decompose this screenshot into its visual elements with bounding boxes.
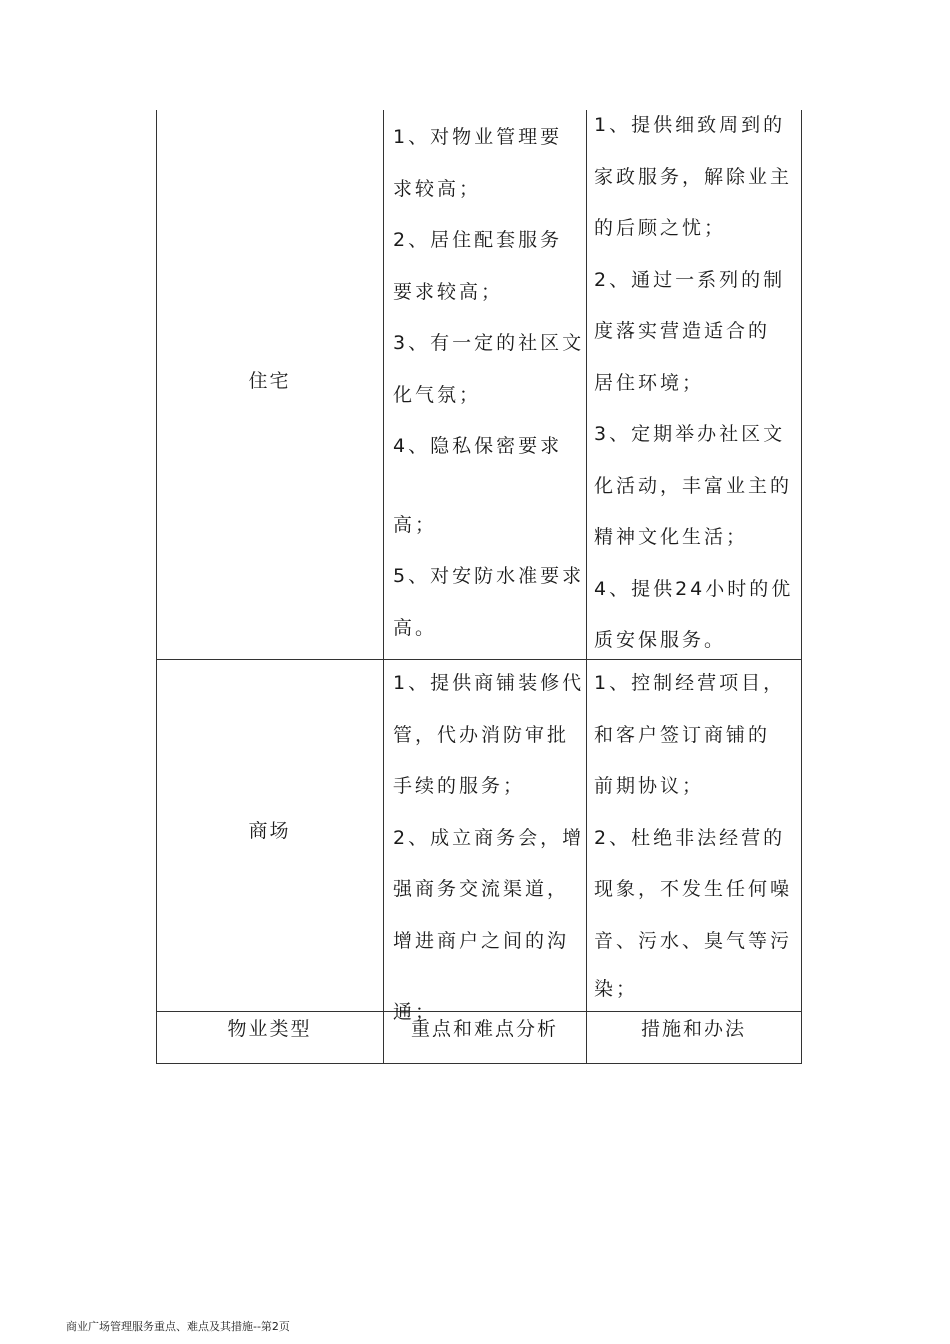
- table-border-col2: [383, 110, 384, 1064]
- analysis-line: 3、有一定的社区文: [393, 332, 585, 354]
- measures-line: 和客户签订商铺的: [594, 723, 771, 746]
- measures-line: 1、提供细致周到的: [594, 114, 786, 136]
- measures-line: 度落实营造适合的: [594, 320, 771, 342]
- measures-line: 前期协议；: [594, 775, 705, 797]
- table-border-col3: [586, 110, 587, 1064]
- analysis-line: 高。: [393, 616, 438, 639]
- measures-line: 4、提供24小时的优: [594, 577, 794, 600]
- measures-line: 1、控制经营项目，: [594, 672, 786, 694]
- header-property-type: 物业类型: [227, 1018, 312, 1040]
- page-footer: 商业广场管理服务重点、难点及其措施--第2页: [66, 1320, 290, 1333]
- analysis-line: 强商务交流渠道，: [393, 878, 570, 900]
- measures-line: 家政服务，解除业主: [594, 165, 793, 188]
- row-residential-analysis: [393, 112, 584, 654]
- measures-line: 质安保服务。: [594, 629, 727, 651]
- measures-line: 2、杜绝非法经营的: [594, 826, 786, 849]
- table-border-right: [801, 110, 802, 1064]
- measures-line: 音、污水、臭气等污: [594, 929, 793, 952]
- header-analysis: 重点和难点分析: [410, 1018, 558, 1040]
- analysis-line: 5、对安防水准要求: [393, 565, 585, 587]
- analysis-line: 要求较高；: [393, 280, 504, 303]
- analysis-line: 化气氛；: [393, 383, 482, 406]
- analysis-line: 1、对物业管理要: [393, 126, 563, 148]
- analysis-line: 增进商户之间的沟: [393, 929, 570, 952]
- analysis-line: 2、成立商务会，增: [393, 826, 585, 849]
- analysis-line: 4、隐私保密要求: [393, 435, 563, 457]
- measures-line: 的后顾之忧；: [594, 217, 727, 239]
- analysis-line: 手续的服务；: [393, 775, 526, 797]
- measures-line: 精神文化生活；: [594, 526, 749, 548]
- measures-line: 现象，不发生任何噪: [594, 878, 793, 900]
- row-mall-measures: [594, 658, 792, 1016]
- analysis-line: 求较高；: [393, 177, 482, 200]
- analysis-line: 2、居住配套服务: [393, 229, 563, 251]
- measures-line: 化活动，丰富业主的: [594, 474, 793, 497]
- analysis-line: 管，代办消防审批: [393, 723, 570, 746]
- row-residential-measures: [594, 100, 793, 667]
- table-border-bottom: [156, 1063, 802, 1064]
- row-mall-analysis: [393, 658, 584, 1039]
- row-residential-type: 住宅: [248, 370, 291, 392]
- measures-line: 3、定期举办社区文: [594, 423, 786, 445]
- analysis-line: 高；: [393, 513, 438, 536]
- measures-line: 居住环境；: [594, 371, 705, 394]
- table-border-left: [156, 110, 157, 1064]
- measures-line: 染；: [594, 978, 639, 1000]
- header-measures: 措施和办法: [640, 1018, 746, 1040]
- analysis-line: 通；: [393, 1001, 438, 1023]
- row-mall-type: 商场: [248, 820, 291, 842]
- analysis-line: 1、提供商铺装修代: [393, 672, 585, 694]
- measures-line: 2、通过一系列的制: [594, 268, 786, 291]
